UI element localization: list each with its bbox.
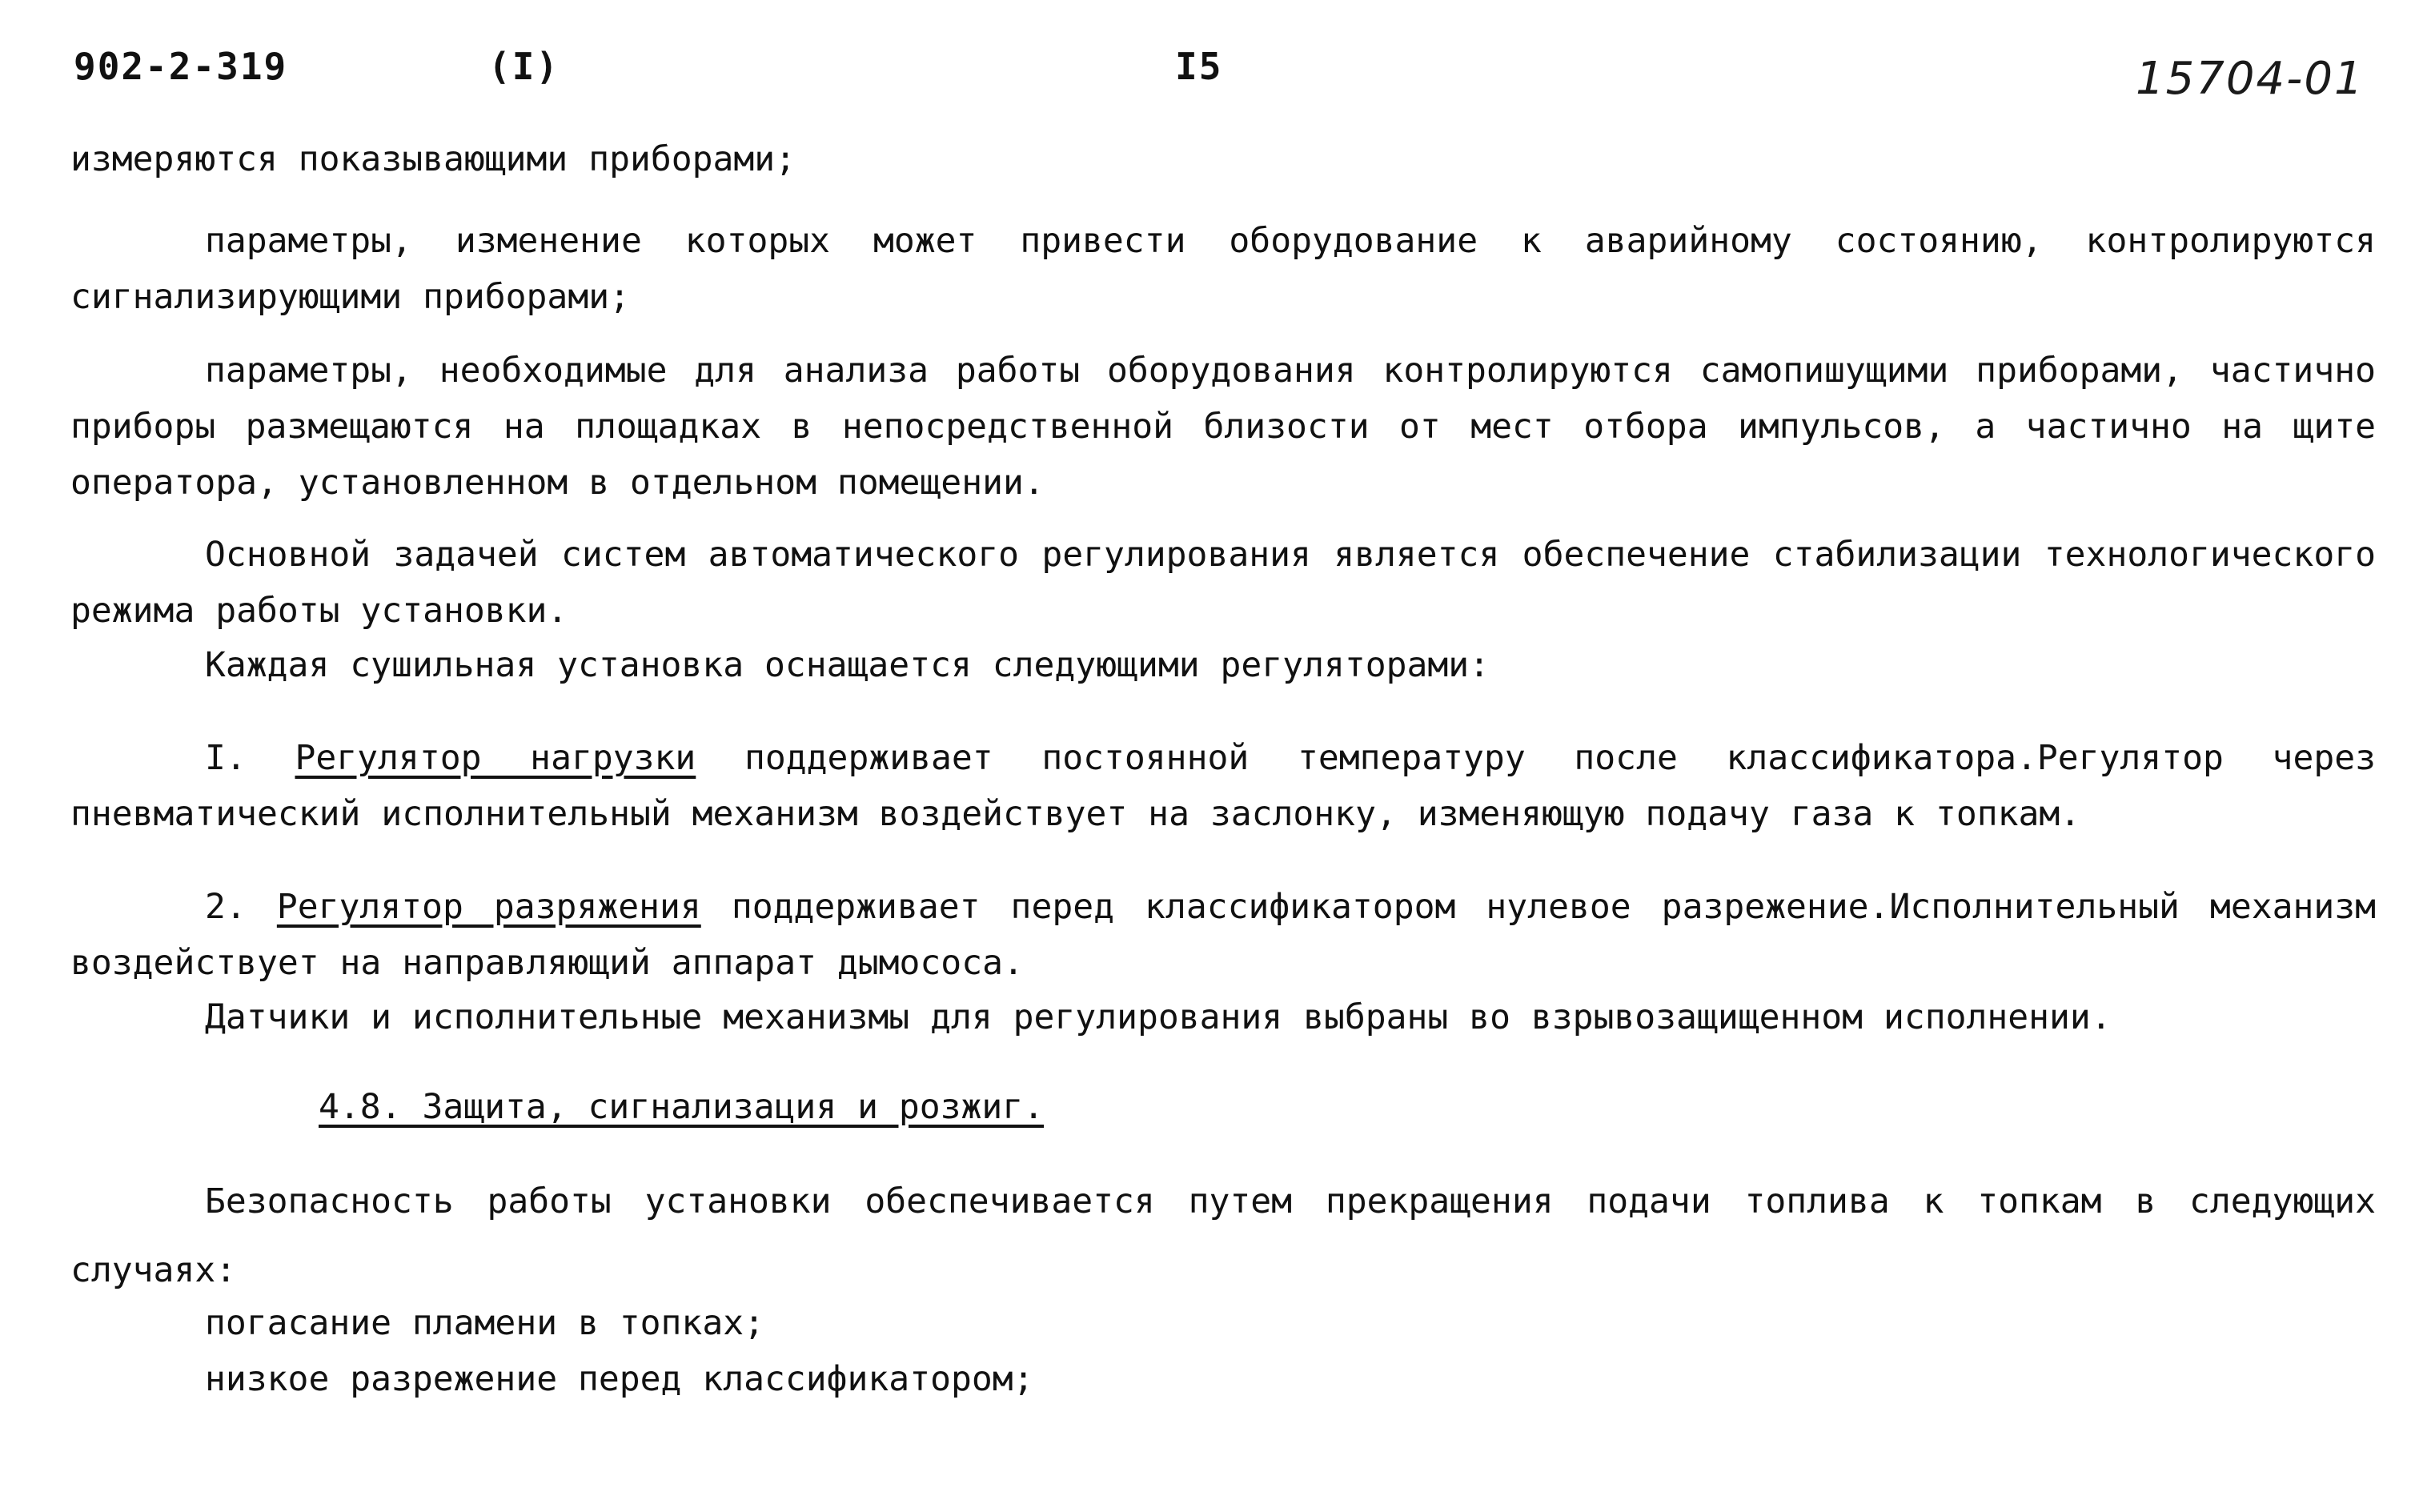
- paragraph-measured: измеряются показывающими приборами;: [70, 139, 796, 179]
- list-item-load-regulator: [70, 730, 2376, 842]
- item-number: I.: [205, 738, 247, 778]
- item-text: поддерживает перед классификатором нулевое разрежение.Исполнительный механизм воздействует на направляющий аппарат дымососа.: [70, 887, 2377, 983]
- paragraph-auto-regulation: Основной задачей систем автоматического регулирования является обеспечение стабилизации технологического режима работы установки.: [70, 535, 2376, 631]
- page-number: I5: [1175, 45, 1223, 88]
- item-text: поддерживает постоянной температуру после классификатора.Регулятор через пневматический исполнительный механизм воздействует на заслонку, изменяющую подачу газа к топкам.: [70, 738, 2377, 834]
- paragraph-signaling: параметры, изменение которых может привести оборудование к аварийному состоянию, контролируются сигнализирующими приборами;: [70, 221, 2376, 317]
- document-code: 902-2-319: [74, 45, 288, 88]
- paragraph-safety: Безопасность работы установки обеспечивается путем прекращения подачи топлива к топкам в следующих случаях:: [70, 1181, 2376, 1290]
- list-item-low-draft: низкое разрежение перед классификатором;: [205, 1359, 1034, 1399]
- paragraph-sensors: Датчики и исполнительные механизмы для регулирования выбраны во взрывозащищенном исполнении.: [205, 997, 2112, 1037]
- item-title: Регулятор нагрузки: [295, 738, 696, 778]
- item-title: Регулятор разряжения: [276, 887, 701, 927]
- item-number: 2.: [205, 887, 247, 927]
- paragraph-recording: параметры, необходимые для анализа работы оборудования контролируются самопишущими приборами, частично приборы размещаются на площадках в непосредственной близости от мест отбора импульсов, а частично на щите оператора, установленном в отдельном помещении.: [70, 351, 2376, 503]
- paragraph-regulators-intro: Каждая сушильная установка оснащается следующими регуляторами:: [205, 645, 1490, 685]
- list-item-draft-regulator: [70, 879, 2376, 991]
- part-number: (I): [488, 45, 560, 88]
- list-item-flame-out: погасание пламени в топках;: [205, 1303, 764, 1343]
- section-heading: 4.8. Защита, сигнализация и розжиг.: [319, 1087, 1045, 1127]
- handwritten-doc-number: 15704-01: [2136, 53, 2365, 105]
